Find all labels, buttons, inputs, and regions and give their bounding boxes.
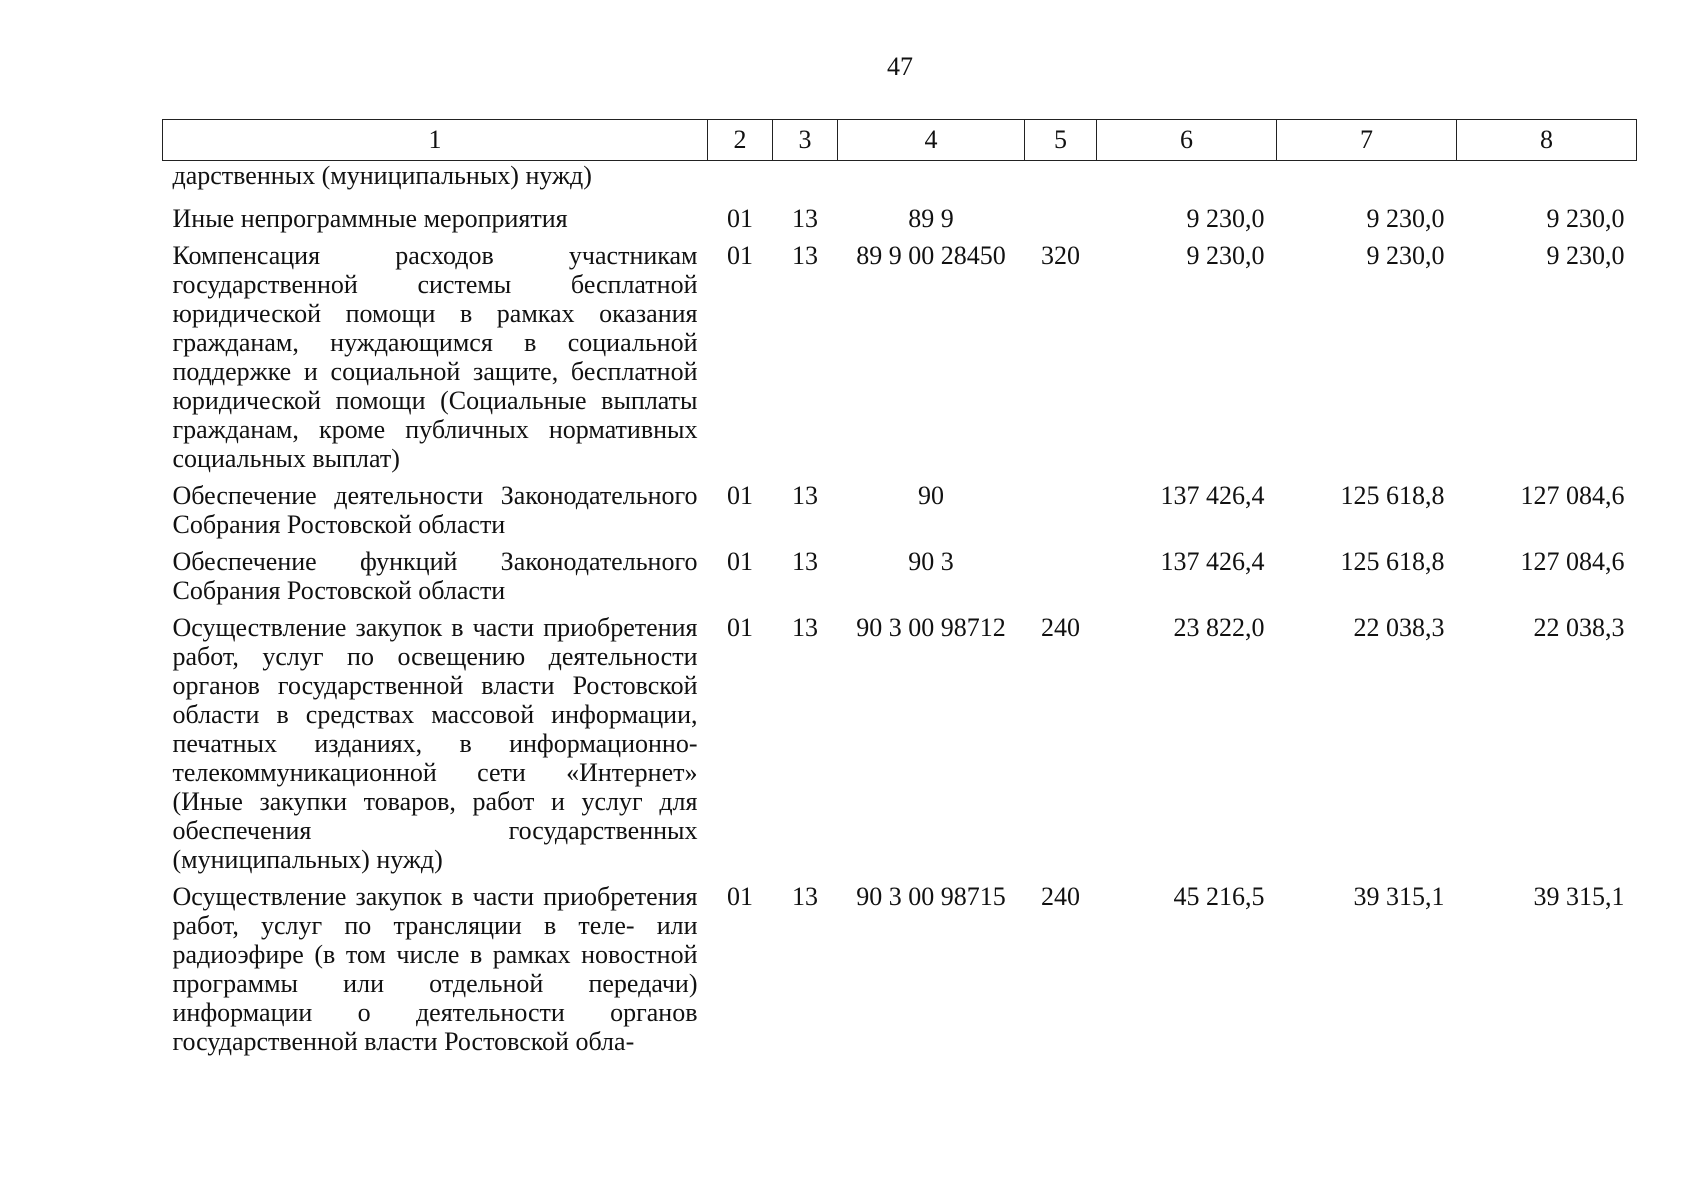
header-col-2: 2 <box>708 120 773 161</box>
row-subsection: 13 <box>792 204 818 233</box>
row-amount-col8: 22 038,3 <box>1533 613 1625 642</box>
row-amount-col7 <box>1277 161 1457 191</box>
row-name: Обеспечение деятельности Законодательного Собрания Ростовской области <box>172 481 698 539</box>
row-section: 01 <box>727 613 753 642</box>
row-target-code: 89 9 <box>908 204 954 233</box>
row-name: Осуществление закупок в части приобретения работ, услуг по трансляции в теле- или радиоэфире (в том числе в рамках новостной программы или отдельной передачи) информации о деятельности органов государственной власти Ростовской обла- <box>172 882 698 1056</box>
row-target-code: 89 9 00 28450 <box>856 241 1006 270</box>
row-amount-col8: 39 315,1 <box>1533 882 1625 911</box>
budget-table <box>162 119 1637 1056</box>
row-target-code: 90 <box>918 481 944 510</box>
row-amount-col6 <box>1097 161 1277 191</box>
row-amount-col8: 127 084,6 <box>1520 481 1625 510</box>
row-expense-type: 240 <box>1041 613 1080 642</box>
row-amount-col6: 9 230,0 <box>1186 204 1265 233</box>
row-amount-col6: 9 230,0 <box>1186 241 1265 270</box>
table-row <box>163 539 1637 605</box>
row-subsection: 13 <box>792 481 818 510</box>
row-expense-type <box>1025 539 1097 605</box>
row-amount-col8 <box>1457 161 1637 191</box>
table-row <box>163 473 1637 539</box>
row-subsection <box>773 161 838 191</box>
row-target-code: 90 3 00 98715 <box>856 882 1006 911</box>
row-name: Иные непрограммные мероприятия <box>172 204 568 233</box>
row-amount-col7: 9 230,0 <box>1366 204 1445 233</box>
row-expense-type <box>1025 473 1097 539</box>
table-row <box>163 233 1637 473</box>
row-expense-type: 240 <box>1041 882 1080 911</box>
row-target-code <box>838 161 1025 191</box>
row-name: дарственных (муниципальных) нужд) <box>172 161 592 190</box>
table-row <box>163 874 1637 1056</box>
row-amount-col6: 137 426,4 <box>1160 547 1265 576</box>
row-section: 01 <box>727 241 753 270</box>
row-amount-col7: 22 038,3 <box>1353 613 1445 642</box>
row-expense-type <box>1025 190 1097 233</box>
row-target-code: 90 3 00 98712 <box>856 613 1006 642</box>
table-row <box>163 190 1637 233</box>
row-amount-col7: 9 230,0 <box>1366 241 1445 270</box>
row-section: 01 <box>727 882 753 911</box>
row-section: 01 <box>727 204 753 233</box>
row-target-code: 90 3 <box>908 547 954 576</box>
header-col-1: 1 <box>163 120 708 161</box>
header-col-8: 8 <box>1457 120 1637 161</box>
row-expense-type <box>1025 161 1097 191</box>
table-body <box>163 161 1637 1057</box>
row-subsection: 13 <box>792 882 818 911</box>
header-col-4: 4 <box>838 120 1025 161</box>
header-row <box>163 120 1637 161</box>
table-row <box>163 161 1637 191</box>
header-col-5: 5 <box>1025 120 1097 161</box>
row-name: Обеспечение функций Законодательного Собрания Ростовской области <box>172 547 698 605</box>
header-col-6: 6 <box>1097 120 1277 161</box>
row-amount-col7: 125 618,8 <box>1340 481 1445 510</box>
header-col-3: 3 <box>773 120 838 161</box>
row-name: Осуществление закупок в части приобретения работ, услуг по освещению деятельности органов государственной власти Ростовской области в средствах массовой информации, печатных изданиях, в информационно-телекоммуникационной сети «Интернет» (Иные закупки товаров, работ и услуг для обеспечения государственных (муниципальных) нужд) <box>172 613 698 874</box>
row-section: 01 <box>727 547 753 576</box>
page-number: 47 <box>887 52 913 81</box>
row-section: 01 <box>727 481 753 510</box>
row-section <box>708 161 773 191</box>
row-subsection: 13 <box>792 241 818 270</box>
row-name: Компенсация расходов участникам государственной системы бесплатной юридической помощи в рамках оказания гражданам, нуждающимся в социальной поддержке и социальной защите, бесплатной юридической помощи (Социальные выплаты гражданам, кроме публичных нормативных социальных выплат) <box>172 241 698 473</box>
row-amount-col6: 23 822,0 <box>1173 613 1265 642</box>
table-row <box>163 605 1637 874</box>
table-header <box>163 120 1637 161</box>
row-subsection: 13 <box>792 613 818 642</box>
row-expense-type: 320 <box>1041 241 1080 270</box>
row-amount-col7: 39 315,1 <box>1353 882 1445 911</box>
row-amount-col8: 127 084,6 <box>1520 547 1625 576</box>
row-amount-col8: 9 230,0 <box>1546 241 1625 270</box>
row-subsection: 13 <box>792 547 818 576</box>
row-amount-col6: 137 426,4 <box>1160 481 1265 510</box>
row-amount-col8: 9 230,0 <box>1546 204 1625 233</box>
header-col-7: 7 <box>1277 120 1457 161</box>
row-amount-col7: 125 618,8 <box>1340 547 1445 576</box>
row-amount-col6: 45 216,5 <box>1173 882 1265 911</box>
